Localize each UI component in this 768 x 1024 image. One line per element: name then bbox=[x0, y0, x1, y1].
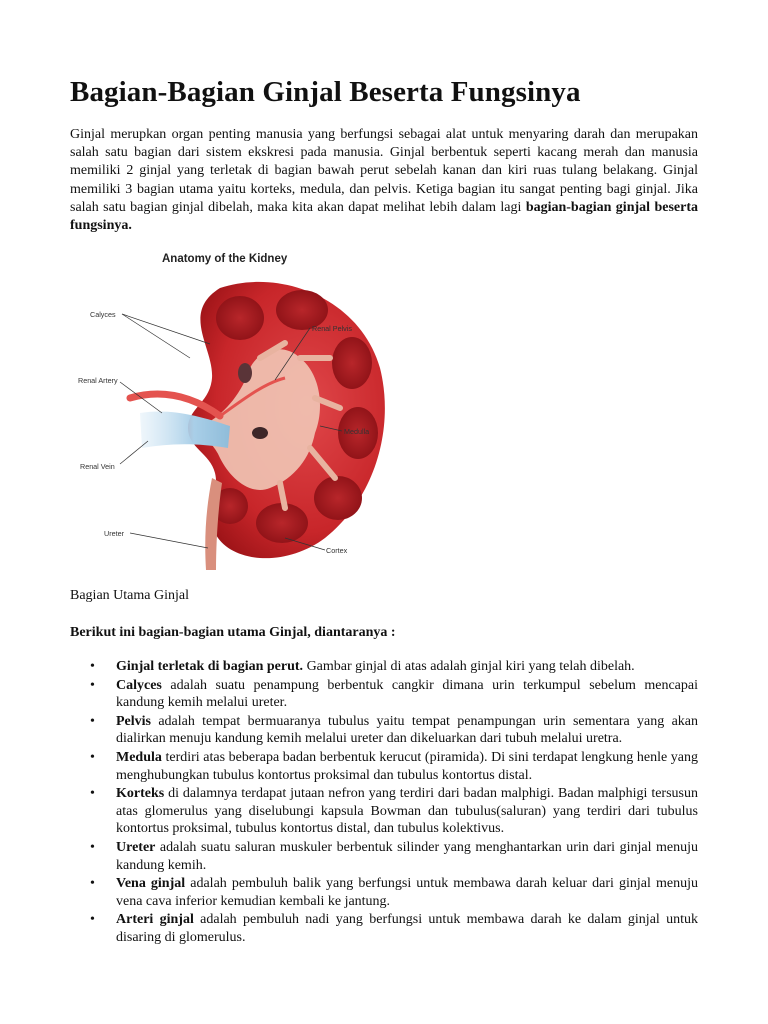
list-item bbox=[70, 785, 698, 838]
label-renal-artery: Renal Artery bbox=[78, 376, 118, 385]
bullet-icon: • bbox=[90, 713, 95, 729]
bullet-icon: • bbox=[90, 659, 95, 674]
list-item bbox=[70, 749, 698, 784]
part-term: Arteri ginjal bbox=[116, 912, 194, 928]
bullet-icon: • bbox=[90, 912, 95, 928]
figure-title: Anatomy of the Kidney bbox=[162, 253, 288, 265]
part-term: Vena ginjal bbox=[116, 876, 186, 892]
intro-paragraph bbox=[70, 126, 698, 235]
bullet-icon: • bbox=[90, 749, 95, 765]
part-desc: Gambar ginjal di atas adalah ginjal kiri yang telah dibelah. bbox=[303, 659, 635, 674]
part-desc: adalah suatu saluran muskuler berbentuk silinder yang menghantarkan urin dari ginjal menuju kandung kemih. bbox=[116, 839, 698, 873]
part-desc: adalah pembuluh balik yang berfungsi untuk membawa darah keluar dari ginjal menuju vena cava inferior kemudian kembali ke jantung. bbox=[116, 876, 698, 909]
list-item bbox=[70, 677, 698, 712]
part-term: Ureter bbox=[116, 839, 156, 855]
label-renal-pelvis: Renal Pelvis bbox=[312, 324, 352, 333]
list-item bbox=[70, 911, 698, 946]
list-item bbox=[70, 875, 698, 910]
label-calyces: Calyces bbox=[90, 310, 116, 319]
part-term: Pelvis bbox=[116, 713, 151, 729]
list-item bbox=[70, 713, 698, 748]
intro-text: Ginjal merupkan organ penting manusia yang berfungsi sebagai alat untuk menyaring darah dan merupakan salah satu bagian dari sistem ekskresi pada manusia. Ginjal berbentuk seperti kacang merah dan manusia memiliki 2 ginjal yang terletak di bagian bawah perut sebelah kanan dan kiri ruas tulang belakang. Ginjal memiliki 3 bagian utama yaitu korteks, medula, dan pelvis. Ketiga bagian itu sangat penting bagi ginjal. Jika salah satu bagian ginjal dibelah, maka kita akan dapat melihat lebih dalam lagi bbox=[70, 127, 698, 215]
part-term: Calyces bbox=[116, 677, 162, 693]
label-ureter: Ureter bbox=[104, 529, 124, 538]
kidney-anatomy-figure bbox=[70, 248, 410, 578]
bullet-icon: • bbox=[90, 839, 95, 855]
label-medulla: Medulla bbox=[344, 427, 370, 436]
part-term: Medula bbox=[116, 749, 162, 765]
parts-list bbox=[70, 658, 698, 948]
part-desc: terdiri atas beberapa badan berbentuk kerucut (piramida). Di sini terdapat lengkung henle yang menghubungkan tubulus kontortus proksimal dan tubulus kontortus distal. bbox=[116, 749, 698, 783]
figure-caption: Bagian Utama Ginjal bbox=[70, 588, 189, 603]
list-item bbox=[70, 658, 698, 676]
label-renal-vein: Renal Vein bbox=[80, 462, 115, 471]
bullet-icon: • bbox=[90, 677, 95, 693]
intro-bold-tail: bagian-bagian ginjal beserta fungsinya. bbox=[70, 199, 698, 234]
bullet-icon: • bbox=[90, 786, 95, 802]
part-desc: adalah tempat bermuaranya tubulus yaitu tempat penampungan urin sementara yang akan dialirkan menuju kandung kemih melalui ureter dan dikeluarkan dari tubuh melalui uretra. bbox=[116, 713, 698, 747]
part-term: Korteks bbox=[116, 786, 165, 802]
part-term: Ginjal terletak di bagian perut. bbox=[116, 659, 304, 674]
label-cortex: Cortex bbox=[326, 546, 348, 555]
part-desc: adalah suatu penampung berbentuk cangkir dimana urin terkumpul sebelum mencapai kandung kemih melalui ureter. bbox=[116, 677, 698, 711]
page-title: Bagian-Bagian Ginjal Beserta Fungsinya bbox=[70, 76, 581, 108]
parts-subheading: Berikut ini bagian-bagian utama Ginjal, diantaranya : bbox=[70, 625, 396, 640]
part-desc: adalah pembuluh nadi yang berfungsi untuk membawa darah ke dalam ginjal untuk disaring di glomerulus. bbox=[116, 912, 699, 945]
bullet-icon: • bbox=[90, 876, 95, 892]
part-desc: di dalamnya terdapat jutaan nefron yang terdiri dari badan malphigi. Badan malphigi tersusun atas glomerulus yang diselubungi kapsula Bowman dan tubulus(saluran) yang terdiri dari tubulus kontortus proksimal, tubulus kontortus distal, dan tubulus kolektivus. bbox=[116, 786, 698, 837]
list-item bbox=[70, 839, 698, 874]
